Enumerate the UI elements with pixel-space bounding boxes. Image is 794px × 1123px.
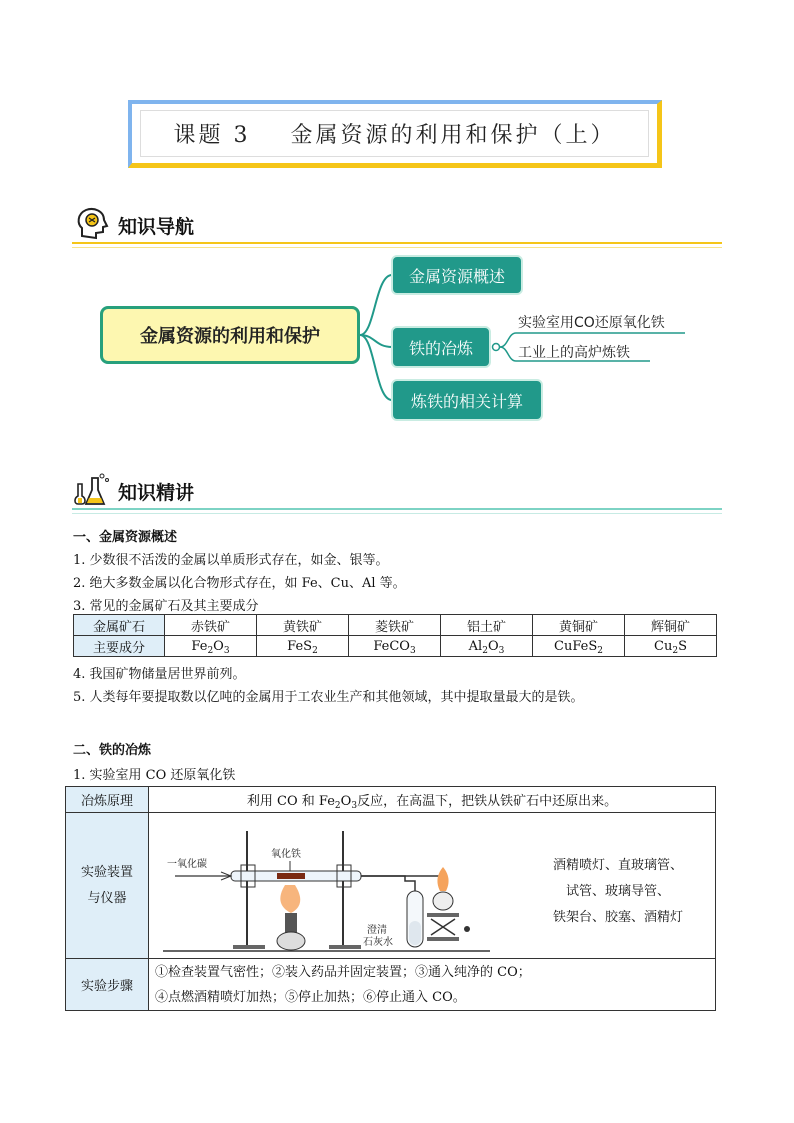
table-cell: 辉铜矿 bbox=[625, 615, 717, 636]
section-header-lecture bbox=[72, 470, 722, 510]
formula-cell: FeS$_2$ bbox=[257, 636, 349, 657]
table-row bbox=[74, 636, 717, 657]
formula-cell: $Cu_2S$ bbox=[625, 636, 717, 657]
divider bbox=[72, 508, 722, 510]
part1-heading: 一、金属资源概述 bbox=[73, 530, 178, 545]
mindmap-leaf-lab-co: 实验室用CO还原氧化铁 bbox=[518, 315, 665, 331]
section-header-nav bbox=[72, 204, 722, 244]
equipment-list bbox=[543, 853, 693, 931]
part1-line-4: 4. 我国矿物储量居世界前列。 bbox=[73, 667, 246, 682]
steps-line: ①检查装置气密性；②装入药品并固定装置；③通入纯净的 CO； bbox=[155, 964, 531, 980]
table-row bbox=[66, 813, 716, 959]
part2-sub-1: 1. 实验室用 CO 还原氧化铁 bbox=[73, 768, 236, 783]
label-line: 实验装置 bbox=[80, 864, 133, 880]
table-cell: 冶炼原理 bbox=[66, 787, 149, 813]
label-lime-1: 澄清 bbox=[367, 925, 387, 936]
mindmap-node-overview: 金属资源概述 bbox=[391, 255, 523, 295]
equipment-line: 酒精喷灯、直玻璃管、 bbox=[552, 858, 683, 873]
table-row bbox=[66, 787, 716, 813]
table-cell: 主要成分 bbox=[74, 636, 165, 657]
ore-table bbox=[73, 614, 717, 657]
apparatus-diagram bbox=[155, 821, 495, 955]
formula-cell: $Al_2O_3$ bbox=[441, 636, 533, 657]
principle-cell: 利用 CO 和 $Fe_2O_3$反应，在高温下，把铁从铁矿石中还原出来。 bbox=[149, 787, 716, 813]
equipment-line: 试管、玻璃导管、 bbox=[565, 884, 670, 899]
part1-line-3: 3. 常见的金属矿石及其主要成分 bbox=[73, 599, 259, 614]
table-cell: 金属矿石 bbox=[74, 615, 165, 636]
formula-cell: FeCO$_3$ bbox=[349, 636, 441, 657]
page-title bbox=[140, 110, 649, 157]
table-cell: 黄铁矿 bbox=[257, 615, 349, 636]
mindmap-node-calculation: 炼铁的相关计算 bbox=[391, 379, 543, 421]
lesson-number: 课题 3 bbox=[173, 123, 251, 148]
formula-cell: $Fe_2O_3$ bbox=[165, 636, 257, 657]
part1-line-2: 2. 绝大多数金属以化合物形式存在，如 Fe、Cu、Al 等。 bbox=[73, 576, 406, 591]
part2-heading: 二、铁的冶炼 bbox=[73, 743, 152, 758]
divider bbox=[72, 247, 722, 248]
label-co: 一氧化碳 bbox=[167, 859, 207, 870]
part1-line-5: 5. 人类每年要提取数以亿吨的金属用于工农业生产和其他领域，其中提取量最大的是铁。 bbox=[73, 690, 584, 705]
table-cell: 铝土矿 bbox=[441, 615, 533, 636]
table-cell: 实验步骤 bbox=[66, 959, 149, 1011]
apparatus-cell bbox=[149, 813, 716, 959]
mindmap-root: 金属资源的利用和保护 bbox=[100, 306, 360, 364]
lesson-topic: 金属资源的利用和保护（上） bbox=[290, 123, 616, 148]
experiment-table bbox=[65, 786, 716, 1011]
part1-line-1: 1. 少数很不活泼的金属以单质形式存在，如金、银等。 bbox=[73, 553, 389, 568]
mindmap-leaf-blast-furnace: 工业上的高炉炼铁 bbox=[518, 345, 630, 361]
section-title-lecture: 知识精讲 bbox=[118, 482, 195, 504]
flask-icon bbox=[72, 470, 112, 510]
label-fe2o3: 氧化铁 bbox=[271, 849, 301, 860]
steps-line: ④点燃酒精喷灯加热；⑤停止加热；⑥停止通入 CO。 bbox=[155, 989, 466, 1005]
table-row bbox=[74, 615, 717, 636]
table-cell: 赤铁矿 bbox=[165, 615, 257, 636]
table-cell: 黄铜矿 bbox=[533, 615, 625, 636]
table-row bbox=[66, 959, 716, 1011]
equipment-line: 铁架台、胶塞、酒精灯 bbox=[552, 910, 683, 925]
section-title-nav: 知识导航 bbox=[118, 216, 195, 238]
formula-cell: CuFeS$_2$ bbox=[533, 636, 625, 657]
divider bbox=[72, 242, 722, 244]
label-lime-2: 石灰水 bbox=[363, 937, 393, 948]
label-line: 与仪器 bbox=[87, 890, 127, 906]
brain-head-icon bbox=[74, 206, 110, 242]
steps-cell bbox=[149, 959, 716, 1011]
table-cell bbox=[66, 813, 149, 959]
title-box bbox=[128, 100, 662, 168]
mindmap-node-iron-smelting: 铁的冶炼 bbox=[391, 326, 491, 368]
divider bbox=[72, 513, 722, 514]
table-cell: 菱铁矿 bbox=[349, 615, 441, 636]
